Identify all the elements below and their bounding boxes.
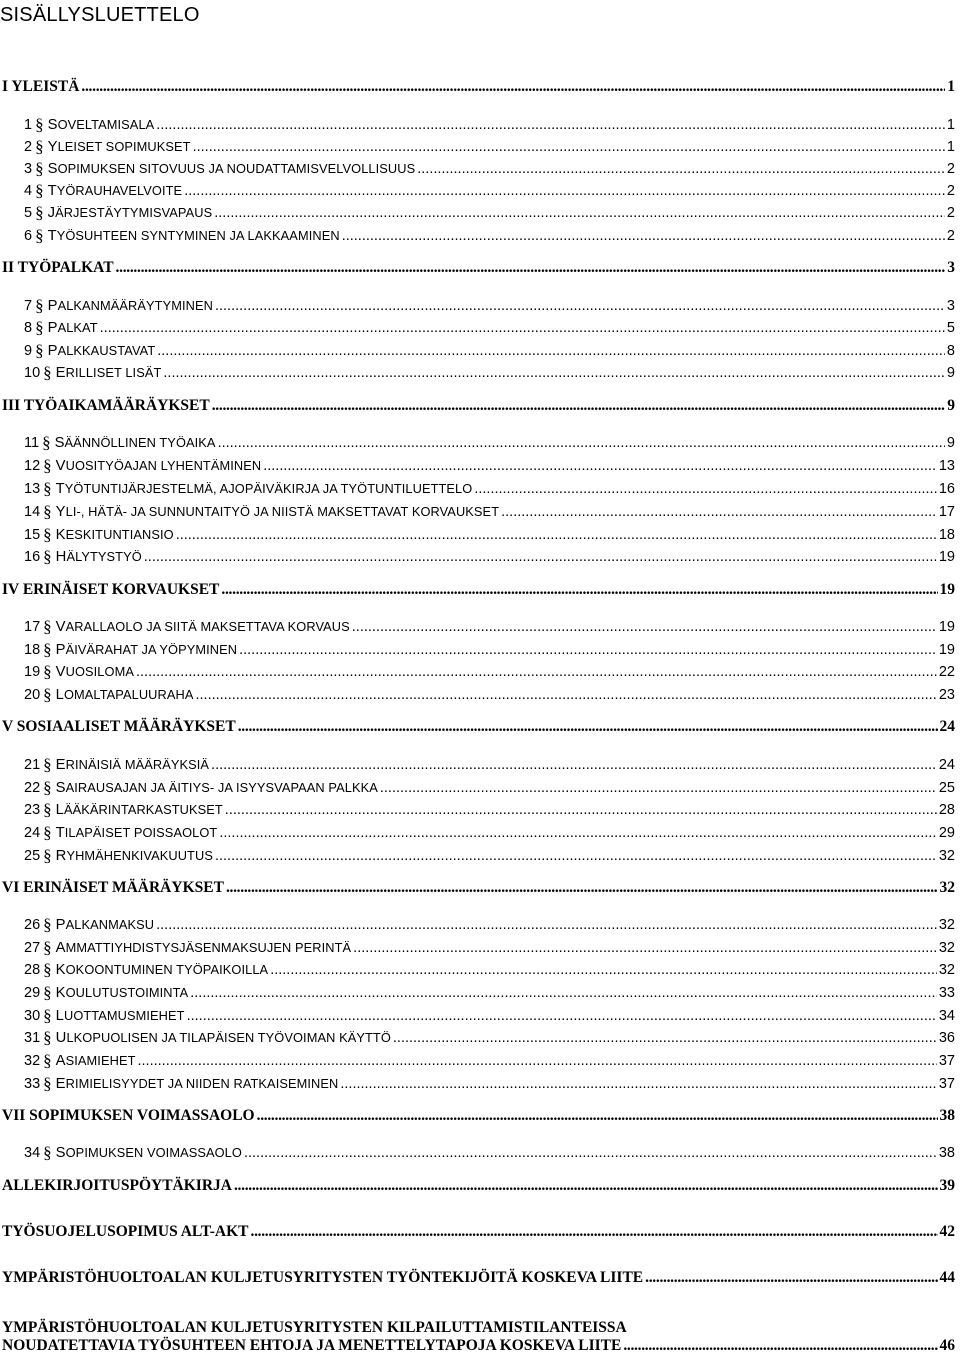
section-sign-icon: § <box>43 502 52 521</box>
toc-entry-label: SOPIMUKSEN SITOVUUS JA NOUDATTAMISVELVOLLISUUS <box>47 161 416 177</box>
toc-page-number: 33 <box>938 985 955 1001</box>
section-sign-icon: § <box>43 662 52 681</box>
section-sign-icon: § <box>35 318 44 337</box>
toc-entry-number: 17 <box>24 619 41 635</box>
dot-leader <box>156 917 937 933</box>
toc-entry-number: 10 <box>24 365 41 381</box>
toc-entry-label: YLI-, HÄTÄ- JA SUNNUNTAITYÖ JA NIISTÄ MAKSETTAVAT KORVAUKSET <box>55 504 500 520</box>
dot-leader <box>176 527 937 543</box>
dot-leader <box>190 985 937 1001</box>
toc-page-number: 9 <box>947 397 955 414</box>
dot-leader <box>163 365 945 381</box>
section-sign-icon: § <box>43 983 52 1002</box>
toc-heading[interactable] <box>2 1177 955 1197</box>
dot-leader <box>257 1107 938 1125</box>
toc-heading-label: V SOSIAALISET MÄÄRÄYKSET <box>2 718 236 735</box>
toc-heading[interactable] <box>2 78 955 98</box>
toc-page-number: 13 <box>938 458 955 474</box>
toc-entry-label: AMMATTIYHDISTYSJÄSENMAKSUJEN PERINTÄ <box>55 940 352 956</box>
toc-page-number: 28 <box>938 802 955 818</box>
toc-entry[interactable] <box>24 295 955 315</box>
toc-entry-label: JÄRJESTÄYTYMISVAPAUS <box>47 205 213 221</box>
section-sign-icon: § <box>43 800 52 819</box>
toc-page-number: 5 <box>946 320 955 336</box>
toc-entry-label: VUOSITYÖAJAN LYHENTÄMINEN <box>55 458 262 474</box>
toc-page-number: 32 <box>938 917 955 933</box>
section-sign-icon: § <box>43 915 52 934</box>
toc-entry[interactable] <box>24 432 955 452</box>
section-sign-icon: § <box>43 685 52 704</box>
dot-leader <box>212 397 946 415</box>
toc-entry-label: PALKANMÄÄRÄYTYMINEN <box>47 298 213 314</box>
toc-page-number: 46 <box>939 1337 955 1354</box>
dot-leader <box>215 848 937 864</box>
section-sign-icon: § <box>43 778 52 797</box>
toc-entry[interactable] <box>24 1142 955 1162</box>
section-sign-icon: § <box>35 341 44 360</box>
toc-entry-number: 15 <box>24 527 41 543</box>
toc-page-number: 9 <box>946 365 955 381</box>
dot-leader <box>380 780 937 796</box>
toc-entry-label: LOMALTAPALUURAHA <box>55 687 194 703</box>
toc-entry[interactable] <box>24 158 955 178</box>
section-sign-icon: § <box>43 479 52 498</box>
toc-entry-number: 31 <box>24 1030 41 1046</box>
dot-leader <box>100 320 945 336</box>
toc-entry-label: VARALLAOLO JA SIITÄ MAKSETTAVA KORVAUS <box>55 619 350 635</box>
toc-entry[interactable] <box>24 546 955 566</box>
toc-entry-label: TYÖSUHTEEN SYNTYMINEN JA LAKKAAMINEN <box>47 228 340 244</box>
toc-heading[interactable] <box>2 1317 955 1355</box>
toc-entry[interactable] <box>24 616 955 636</box>
toc-heading[interactable] <box>2 879 955 899</box>
toc-page-number: 37 <box>938 1076 955 1092</box>
dot-leader <box>352 619 937 635</box>
toc-entry[interactable] <box>24 501 955 521</box>
section-sign-icon: § <box>43 823 52 842</box>
section-sign-icon: § <box>35 226 44 245</box>
toc-entry-label: TILAPÄISET POISSAOLOT <box>55 825 218 841</box>
dot-leader <box>144 549 937 565</box>
toc-page-number: 24 <box>938 757 955 773</box>
toc-entry[interactable] <box>24 478 955 498</box>
toc-entry-number: 1 <box>24 117 33 133</box>
toc-heading-label: VII SOPIMUKSEN VOIMASSAOLO <box>2 1107 255 1124</box>
toc-heading-line2-row <box>2 1337 940 1355</box>
toc-page-number: 42 <box>939 1223 955 1240</box>
section-sign-icon: § <box>43 547 52 566</box>
toc-entry-number: 8 <box>24 320 33 336</box>
toc-entry-number: 3 <box>24 161 33 177</box>
toc-page-number: 17 <box>938 504 955 520</box>
toc-entry[interactable] <box>24 1050 955 1070</box>
toc-entry-number: 26 <box>24 917 41 933</box>
toc-entry-number: 20 <box>24 687 41 703</box>
dot-leader <box>417 161 945 177</box>
toc-heading-label: III TYÖAIKAMÄÄRÄYKSET <box>2 397 210 414</box>
toc-entry[interactable] <box>24 455 955 475</box>
toc-heading-label: ALLEKIRJOITUSPÖYTÄKIRJA <box>2 1177 232 1194</box>
toc-entry[interactable] <box>24 1073 955 1093</box>
dot-leader <box>270 962 937 978</box>
dot-leader <box>81 78 945 96</box>
toc-heading-label: YMPÄRISTÖHUOLTOALAN KULJETUSYRITYSTEN KILPAILUTTAMISTILANTEISSA <box>2 1319 627 1336</box>
toc-heading-label: TYÖSUOJELUSOPIMUS ALT-AKT <box>2 1223 249 1240</box>
toc-entry[interactable] <box>24 1005 955 1025</box>
dot-leader <box>225 802 937 818</box>
toc-page-number: 8 <box>946 343 955 359</box>
toc-entry-label: RYHMÄHENKIVAKUUTUS <box>55 848 213 864</box>
toc-page-number: 32 <box>938 962 955 978</box>
toc-entry-label: SOPIMUKSEN VOIMASSAOLO <box>55 1145 242 1161</box>
toc-page-number: 1 <box>946 117 955 133</box>
toc-heading-label: I YLEISTÄ <box>2 78 80 95</box>
toc-page-number: 44 <box>939 1269 955 1286</box>
dot-leader <box>156 117 945 133</box>
dot-leader <box>393 1030 937 1046</box>
section-sign-icon: § <box>43 640 52 659</box>
toc-page-number: 38 <box>939 1107 955 1124</box>
page-title: SISÄLLYSLUETTELO <box>0 4 200 26</box>
toc-page-number: 39 <box>939 1177 955 1194</box>
dot-leader <box>221 581 937 599</box>
dot-leader <box>340 1076 937 1092</box>
toc-page-number: 19 <box>939 581 955 598</box>
toc-page-number: 2 <box>946 183 955 199</box>
section-sign-icon: § <box>43 1006 52 1025</box>
toc-entry-number: 13 <box>24 481 41 497</box>
dot-leader <box>187 1008 937 1024</box>
dot-leader <box>501 504 937 520</box>
dot-leader <box>218 435 945 451</box>
dot-leader <box>195 687 936 703</box>
dot-leader <box>234 1177 938 1195</box>
dot-leader <box>645 1269 937 1287</box>
section-sign-icon: § <box>35 137 44 156</box>
section-sign-icon: § <box>43 363 52 382</box>
toc-entry-number: 12 <box>24 458 41 474</box>
toc-page-number: 32 <box>938 848 955 864</box>
toc-page-number: 1 <box>947 78 955 95</box>
dot-leader <box>157 343 945 359</box>
toc-entry[interactable] <box>24 340 955 360</box>
toc-entry[interactable] <box>24 777 955 797</box>
toc-entry-number: 21 <box>24 757 41 773</box>
toc-page-number: 2 <box>946 161 955 177</box>
toc-entry[interactable] <box>24 959 955 979</box>
toc-entry-number: 5 <box>24 205 33 221</box>
toc-entry-label: KOULUTUSTOIMINTA <box>55 985 189 1001</box>
toc-entry[interactable] <box>24 914 955 934</box>
toc-heading[interactable] <box>2 397 955 417</box>
toc-entry[interactable] <box>24 524 955 544</box>
toc-page-number: 19 <box>938 619 955 635</box>
toc-heading[interactable] <box>2 1269 955 1289</box>
toc-entry-number: 11 <box>24 435 40 451</box>
dot-leader <box>342 228 945 244</box>
toc-entry-label: YLEISET SOPIMUKSET <box>47 139 191 155</box>
toc-page-number: 19 <box>938 642 955 658</box>
toc-heading-label: YMPÄRISTÖHUOLTOALAN KULJETUSYRITYSTEN TYÖNTEKIJÖITÄ KOSKEVA LIITE <box>2 1269 644 1286</box>
toc-entry-number: 29 <box>24 985 41 1001</box>
section-sign-icon: § <box>35 203 44 222</box>
toc-page-number: 29 <box>938 825 955 841</box>
toc-entry-number: 33 <box>24 1076 41 1092</box>
toc-page-number: 38 <box>938 1145 955 1161</box>
toc-entry-number: 2 <box>24 139 33 155</box>
toc-entry-number: 24 <box>24 825 41 841</box>
toc-entry-number: 27 <box>24 940 41 956</box>
toc-entry[interactable] <box>24 136 955 156</box>
toc-page-number: 37 <box>938 1053 955 1069</box>
toc-entry-label: PÄIVÄRAHAT JA YÖPYMINEN <box>55 642 238 658</box>
toc-page-number: 22 <box>938 664 955 680</box>
toc-entry[interactable] <box>24 1027 955 1047</box>
toc-entry-label: ASIAMIEHET <box>55 1053 136 1069</box>
toc-entry-label: TYÖRAUHAVELVOITE <box>47 183 183 199</box>
toc-entry-number: 19 <box>24 664 41 680</box>
toc-entry-label: KESKITUNTIANSIO <box>55 527 174 543</box>
toc-heading-label-line2: NOUDATETTAVIA TYÖSUHTEEN EHTOJA JA MENETTELYTAPOJA KOSKEVA LIITE <box>2 1337 622 1354</box>
toc-entry[interactable] <box>24 180 955 200</box>
toc-entry-number: 16 <box>24 549 41 565</box>
toc-entry[interactable] <box>24 661 955 681</box>
dot-leader <box>353 940 937 956</box>
toc-entry-number: 22 <box>24 780 41 796</box>
toc-entry-label: HÄLYTYSTYÖ <box>55 549 142 565</box>
toc-entry[interactable] <box>24 317 955 337</box>
toc-entry-number: 23 <box>24 802 41 818</box>
toc-page-number: 25 <box>938 780 955 796</box>
toc-entry-number: 32 <box>24 1053 41 1069</box>
toc-page-number: 2 <box>946 205 955 221</box>
toc-heading[interactable] <box>2 718 955 738</box>
toc-entry[interactable] <box>24 684 955 704</box>
section-sign-icon: § <box>43 1051 52 1070</box>
toc-entry[interactable] <box>24 639 955 659</box>
toc-heading[interactable] <box>2 259 955 279</box>
toc-heading-label: VI ERINÄISET MÄÄRÄYKSET <box>2 879 224 896</box>
section-sign-icon: § <box>43 846 52 865</box>
toc-entry[interactable] <box>24 822 955 842</box>
dot-leader <box>184 183 945 199</box>
toc-entry-label: ERILLISET LISÄT <box>55 365 162 381</box>
section-sign-icon: § <box>42 433 51 452</box>
dot-leader <box>244 1145 937 1161</box>
dot-leader <box>474 481 937 497</box>
toc-entry-number: 4 <box>24 183 33 199</box>
toc-entry-number: 9 <box>24 343 33 359</box>
toc-page-number: 2 <box>946 228 955 244</box>
dot-leader <box>214 205 945 221</box>
toc-page-number: 3 <box>946 298 955 314</box>
toc-entry-label: PALKANMAKSU <box>55 917 155 933</box>
toc-entry[interactable] <box>24 114 955 134</box>
section-sign-icon: § <box>43 1143 52 1162</box>
section-sign-icon: § <box>35 159 44 178</box>
toc-entry[interactable] <box>24 754 955 774</box>
toc-page-number: 19 <box>938 549 955 565</box>
toc-entry[interactable] <box>24 799 955 819</box>
toc-heading-label: IV ERINÄISET KORVAUKSET <box>2 581 220 598</box>
dot-leader <box>239 642 937 658</box>
toc-entry-number: 14 <box>24 504 41 520</box>
toc-entry-number: 18 <box>24 642 41 658</box>
toc-page-number: 32 <box>938 940 955 956</box>
section-sign-icon: § <box>35 296 44 315</box>
toc-entry-label: LUOTTAMUSMIEHET <box>55 1008 185 1024</box>
toc-entry-label: SÄÄNNÖLLINEN TYÖAIKA <box>54 435 216 451</box>
dot-leader <box>226 879 938 897</box>
toc-page-number: 9 <box>946 435 955 451</box>
section-sign-icon: § <box>43 525 52 544</box>
section-sign-icon: § <box>35 181 44 200</box>
dot-leader <box>219 825 937 841</box>
toc-entry-label: SOVELTAMISALA <box>47 117 155 133</box>
toc-entry-label: ULKOPUOLISEN JA TILAPÄISEN TYÖVOIMAN KÄYTTÖ <box>55 1030 391 1046</box>
toc-page-number: 18 <box>938 527 955 543</box>
dot-leader <box>251 1223 938 1241</box>
toc-entry-number: 28 <box>24 962 41 978</box>
dot-leader <box>193 139 945 155</box>
dot-leader <box>138 1053 937 1069</box>
toc-page-number: 3 <box>947 259 955 276</box>
dot-leader <box>623 1337 937 1355</box>
toc-entry-number: 30 <box>24 1008 41 1024</box>
section-sign-icon: § <box>35 115 44 134</box>
toc-entry-number: 6 <box>24 228 33 244</box>
toc-heading[interactable] <box>2 1107 955 1127</box>
toc-heading[interactable] <box>2 1223 955 1243</box>
section-sign-icon: § <box>43 960 52 979</box>
toc-entry[interactable] <box>24 982 955 1002</box>
toc-entry-number: 25 <box>24 848 41 864</box>
toc-entry[interactable] <box>24 225 955 245</box>
dot-leader <box>211 757 937 773</box>
toc-entry[interactable] <box>24 202 955 222</box>
toc-heading-label: II TYÖPALKAT <box>2 259 114 276</box>
section-sign-icon: § <box>43 1028 52 1047</box>
toc-page-number: 34 <box>938 1008 955 1024</box>
dot-leader <box>116 259 946 277</box>
toc-page-number: 23 <box>938 687 955 703</box>
toc-entry-label: ERINÄISIÄ MÄÄRÄYKSIÄ <box>55 757 210 773</box>
dot-leader <box>136 664 937 680</box>
toc-entry-label: KOKOONTUMINEN TYÖPAIKOILLA <box>55 962 269 978</box>
toc-page-number: 36 <box>938 1030 955 1046</box>
toc-entry-label: VUOSILOMA <box>55 664 134 680</box>
section-sign-icon: § <box>43 617 52 636</box>
toc-entry-label: PALKAT <box>47 320 98 336</box>
toc-heading-wrapped <box>2 1319 940 1355</box>
section-sign-icon: § <box>43 938 52 957</box>
section-sign-icon: § <box>43 1074 52 1093</box>
toc-entry-label: TYÖTUNTIJÄRJESTELMÄ, AJOPÄIVÄKIRJA JA TYÖTUNTILUETTELO <box>55 481 473 497</box>
toc-entry-label: PALKKAUSTAVAT <box>47 343 156 359</box>
dot-leader <box>238 718 938 736</box>
toc-page-number: 24 <box>939 718 955 735</box>
section-sign-icon: § <box>43 456 52 475</box>
toc-page-number: 32 <box>939 879 955 896</box>
toc-page-number: 1 <box>946 139 955 155</box>
section-sign-icon: § <box>43 755 52 774</box>
toc-entry-label: SAIRAUSAJAN JA ÄITIYS- JA ISYYSVAPAAN PALKKA <box>55 780 378 796</box>
toc-page-number: 16 <box>938 481 955 497</box>
dot-leader <box>263 458 937 474</box>
toc-entry[interactable] <box>24 845 955 865</box>
toc-entry[interactable] <box>24 937 955 957</box>
toc-entry-label: ERIMIELISYYDET JA NIIDEN RATKAISEMINEN <box>55 1076 339 1092</box>
toc-entry-number: 7 <box>24 298 33 314</box>
toc-heading[interactable] <box>2 581 955 601</box>
dot-leader <box>215 298 945 314</box>
toc-entry[interactable] <box>24 362 955 382</box>
toc-entry-label: LÄÄKÄRINTARKASTUKSET <box>55 802 223 818</box>
toc-entry-number: 34 <box>24 1145 41 1161</box>
